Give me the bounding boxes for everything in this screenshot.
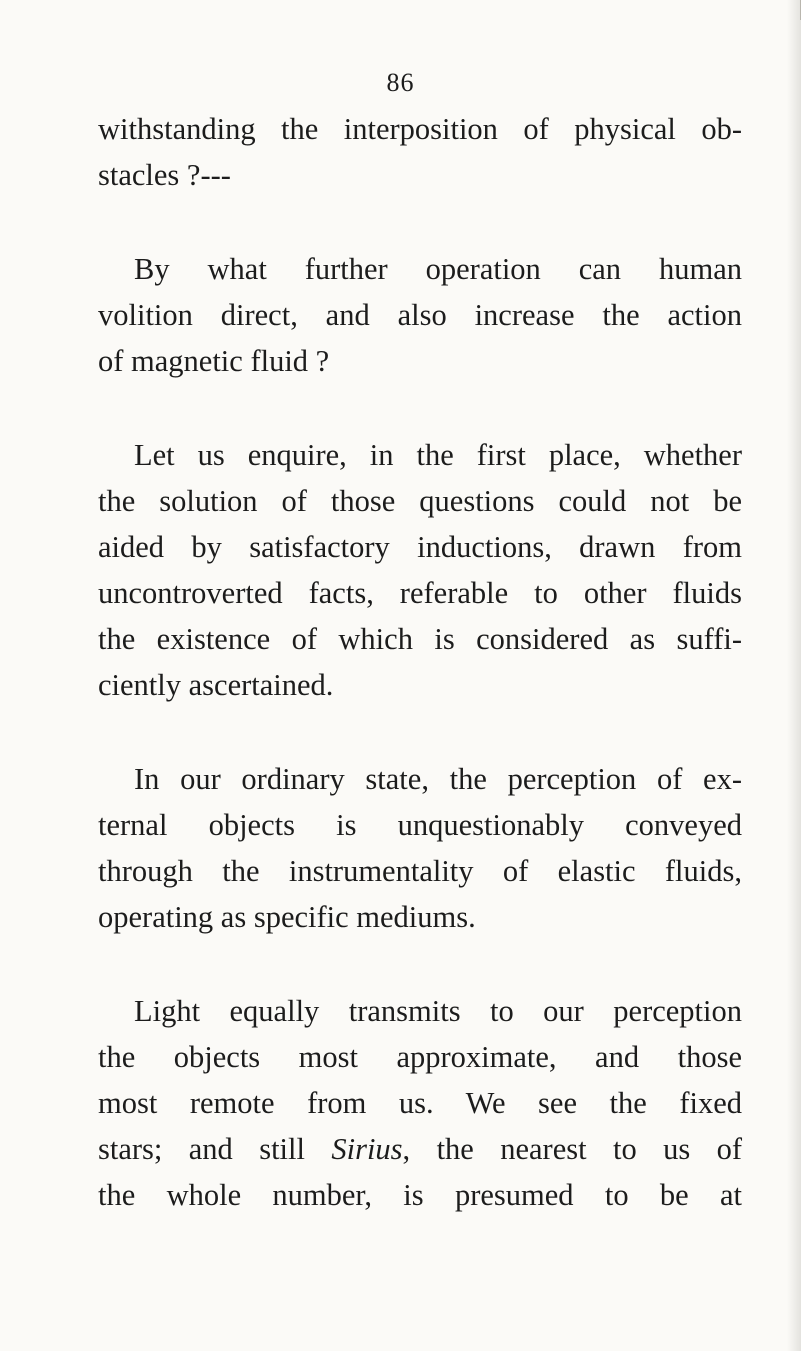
- paragraph-1: [98, 106, 742, 198]
- text-line: ternal objects is unquestionably conveyed: [98, 808, 742, 842]
- text-line: stacles ?---: [98, 158, 231, 192]
- text-line: ciently ascertained.: [98, 668, 334, 702]
- text-line: the objects most approximate, and those: [98, 1040, 742, 1074]
- paragraph-5: [98, 988, 742, 1218]
- page-edge-shadow: [787, 0, 801, 1351]
- text-line-with-italic: [98, 1126, 742, 1172]
- body-text: [98, 106, 742, 1266]
- page-number: 86: [386, 68, 415, 97]
- text-line: through the instrumentality of elastic fluids,: [98, 854, 742, 888]
- text-line: the whole number, is presumed to be at: [98, 1178, 742, 1212]
- paragraph-2: [98, 246, 742, 384]
- text-line: most remote from us. We see the fixed: [98, 1086, 742, 1120]
- text-line: Let us enquire, in the first place, whether: [134, 438, 742, 472]
- text-line: aided by satisfactory inductions, drawn from: [98, 530, 742, 564]
- text-line: uncontroverted facts, referable to other fluids: [98, 576, 742, 610]
- text-line: In our ordinary state, the perception of ex-: [134, 762, 742, 796]
- text-line: withstanding the interposition of physical ob-: [98, 112, 742, 146]
- text-segment: stars; and still: [98, 1132, 332, 1166]
- text-line: By what further operation can human: [134, 252, 742, 286]
- text-line: of magnetic fluid ?: [98, 344, 330, 378]
- text-line: the existence of which is considered as suffi-: [98, 622, 742, 656]
- text-line: operating as specific mediums.: [98, 900, 476, 934]
- text-line: Light equally transmits to our perception: [134, 994, 742, 1028]
- text-segment: , the nearest to us of: [402, 1132, 742, 1166]
- paragraph-4: [98, 756, 742, 940]
- paragraph-3: [98, 432, 742, 708]
- italic-term: Sirius: [331, 1132, 403, 1166]
- text-line: the solution of those questions could not be: [98, 484, 742, 518]
- text-line: volition direct, and also increase the action: [98, 298, 742, 332]
